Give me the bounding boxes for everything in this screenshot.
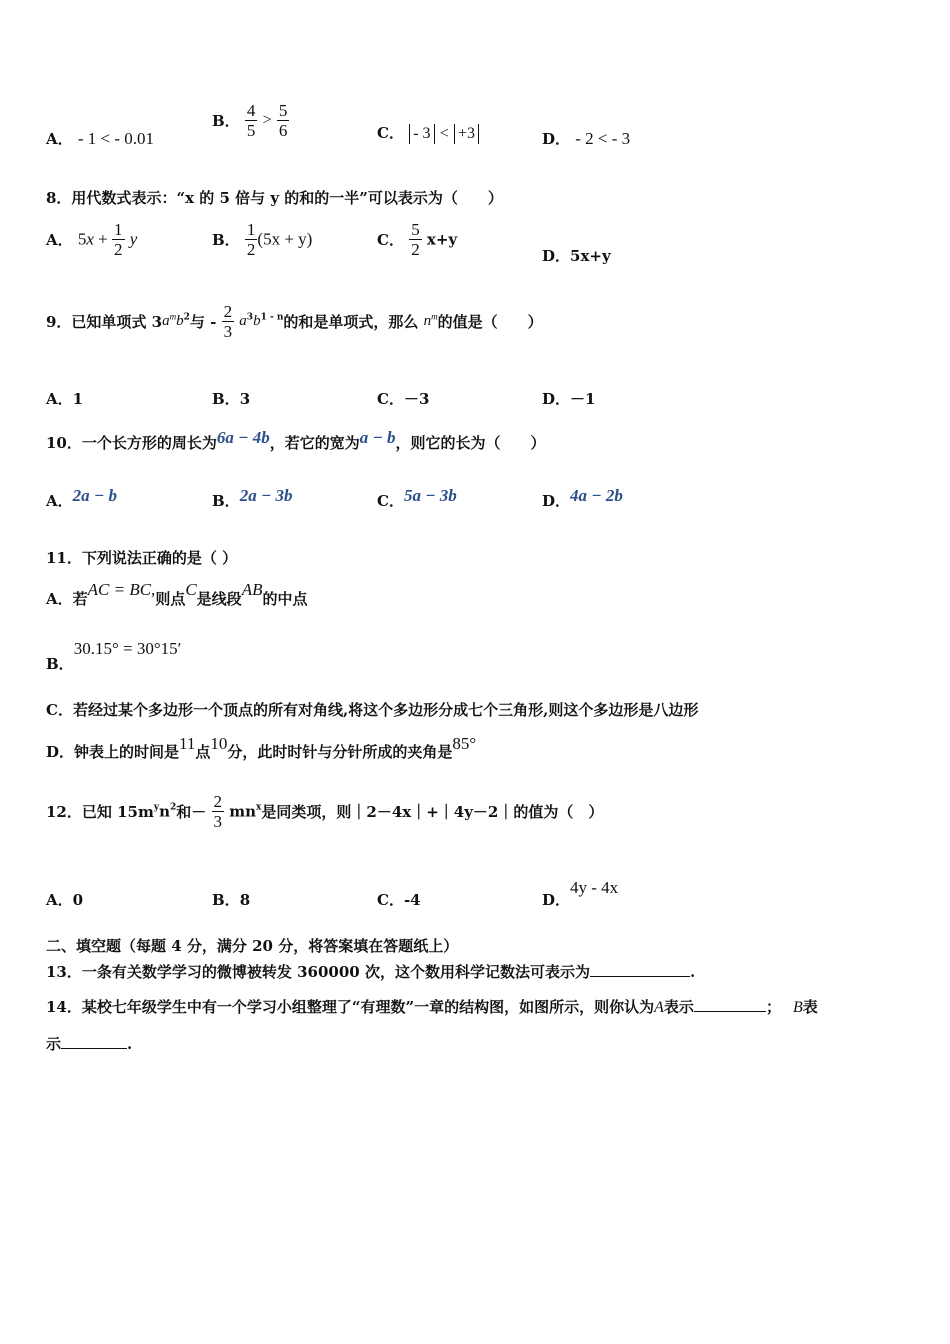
question-8-stem: 8．用代数式表示：“x 的 5 倍与 y 的和的一半”可以表示为（ ） <box>46 189 503 207</box>
question-14-line2: 示 . <box>46 1035 133 1053</box>
question-11-stem: 11．下列说法正确的是（ ） <box>46 549 238 567</box>
question-13: 13．一条有关数学学习的微博被转发 360000 次，这个数用科学记数法可表示为 . <box>46 963 696 981</box>
question-9-stem: 9．已知单项式 $3a^mb^2$与 - $\frac{2}{3}$ $a^3b^{1 - n}$的和是单项式，那么 $n^m$的值是（ ） <box>46 302 543 341</box>
fraction: $\frac{5}{2}$ <box>411 220 420 259</box>
option-label: B． <box>212 231 240 249</box>
fraction: $\frac{1}{2}$ <box>114 220 123 259</box>
q12-option-c: C．-4 <box>377 891 421 909</box>
math-expression: x+y <box>426 230 458 249</box>
question-10-stem: 10．一个长方形的周长为6a − 4b，若它的宽为a − b，则它的长为（ ） <box>46 428 546 452</box>
option-label: A． <box>46 130 73 148</box>
section-heading: 二、填空题（每题 4 分，满分 20 分，将答案填在答题纸上） <box>46 937 459 955</box>
fraction: $\frac{2}{3}$ <box>213 792 222 831</box>
fraction: $\frac{1}{2}$ <box>246 220 256 259</box>
fraction: $\frac{4}{5}$ <box>246 101 256 140</box>
option-label: D． <box>542 130 571 148</box>
q8-option-d <box>542 245 611 266</box>
q7-option-d <box>542 128 630 149</box>
math-symbol: > <box>262 111 272 129</box>
option-label: A． <box>46 231 73 249</box>
math-image: 6a − 4b <box>216 428 270 447</box>
q12-option-d: D．4y - 4x <box>542 878 619 909</box>
answer-blank-b[interactable] <box>61 1048 127 1049</box>
q9-option-b: B．3 <box>212 390 251 408</box>
q8-option-c <box>377 220 457 259</box>
q9-option-d: D．－1 <box>542 390 596 408</box>
q10-option-a: A．2a − b <box>46 486 117 510</box>
option-label: B． <box>212 112 240 130</box>
q7-option-c <box>377 122 479 144</box>
q9-option-c: C．－3 <box>377 390 430 408</box>
question-12-stem: 12．已知 $15m^yn^2$和－ $\frac{2}{3}$ $mn^x$是同类项，则｜2－4x｜+｜4y－2｜的值为（ ） <box>46 792 604 831</box>
math-expression: 30.15° = 30°15′ <box>73 639 182 658</box>
q11-option-b: B．30.15° = 30°15′ <box>46 639 182 673</box>
absolute-value: +3 <box>454 124 479 144</box>
q8-option-a: A． 5x + $\frac{1}{2}$ y <box>46 220 138 259</box>
question-14-line1: 14．某校七年级学生中有一个学习小组整理了“有理数”一章的结构图，如图所示，则你认为A表示 ； B表 <box>46 998 818 1016</box>
q11-option-c: C．若经过某个多边形一个顶点的所有对角线,将这个多边形分成七个三角形,则这个多边形是八边形 <box>46 701 699 719</box>
fraction: $\frac{2}{3}$ <box>223 302 233 341</box>
math-expression: - 1 < - 0.01 <box>77 129 155 148</box>
option-label: C． <box>377 231 404 249</box>
answer-blank[interactable] <box>590 976 690 977</box>
q12-option-a: A．0 <box>46 891 84 909</box>
q9-option-a: A．1 <box>46 390 84 408</box>
math-image: a − b <box>359 428 396 447</box>
q7-option-a <box>46 128 154 149</box>
q11-option-d: D．钟表上的时间是11点10分，此时时针与分针所成的夹角是85° <box>46 734 477 761</box>
q8-option-b <box>212 220 312 259</box>
absolute-value: - 3 <box>409 124 434 144</box>
math-symbol: < <box>439 125 449 142</box>
math-expression: 4y - 4x <box>570 878 619 897</box>
q11-option-a: A．若AC = BC,则点C是线段AB的中点 <box>46 580 308 608</box>
option-label: D． <box>542 247 571 265</box>
q10-option-d: D．4a − 2b <box>542 486 623 510</box>
math-expression: 5x+y <box>570 247 611 265</box>
option-label: C． <box>377 124 404 142</box>
q12-option-b: B．8 <box>212 891 251 909</box>
q10-option-c: C．5a − 3b <box>377 486 457 510</box>
q10-option-b: B．2a − 3b <box>212 486 293 510</box>
fraction: $\frac{5}{6}$ <box>278 101 288 140</box>
answer-blank-a[interactable] <box>694 1011 766 1012</box>
q7-option-b <box>212 101 289 140</box>
math-expression: - 2 < - 3 <box>575 129 631 148</box>
math-expression: (5x + y) <box>257 229 313 249</box>
